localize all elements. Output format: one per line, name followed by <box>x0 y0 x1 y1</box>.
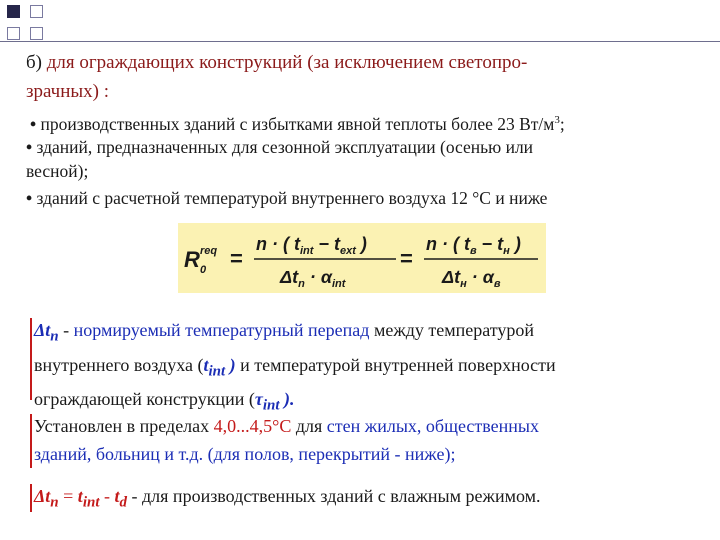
red-margin-line <box>30 318 32 400</box>
bullet-item <box>26 186 547 210</box>
paren: ). <box>279 389 295 410</box>
equals: = <box>58 486 78 506</box>
formula-box <box>178 223 546 293</box>
bullet-marker: • <box>26 188 33 208</box>
header-divider <box>0 41 720 42</box>
formula-svg <box>178 223 546 293</box>
bullet-marker: • <box>30 113 37 134</box>
text: для <box>291 416 327 436</box>
minus: - <box>99 486 115 506</box>
formula-eq: = <box>400 246 413 271</box>
formula-num1: n · ( $t_{int} - t_{ext}$ ) <box>256 234 367 257</box>
dash: - <box>58 320 74 340</box>
formula-eq: = <box>230 246 243 271</box>
formula-lhs: R <box>184 247 200 272</box>
bullet-text: зданий, предназначенных для сезонной эксплуатации (осенью или <box>36 137 534 157</box>
text: внутреннего воздуха ( <box>34 354 204 375</box>
bullet-item <box>30 108 565 136</box>
t-d-symbol: $t_d$ <box>114 486 128 511</box>
bullet-marker: • <box>26 137 33 157</box>
text: и температурой внутренней поверхности <box>235 354 556 375</box>
decor-square <box>30 27 43 40</box>
equation-paragraph <box>34 482 694 517</box>
text: - для производственных зданий с влажным режимом. <box>127 486 541 506</box>
bullet-sup: 3 <box>554 114 560 126</box>
heading-line1: для ограждающих конструкций (за исключением светопро- <box>46 52 528 73</box>
bullet-text-cont: весной); <box>26 161 89 181</box>
formula-num2: n · ( $t_в - t_н$ ) <box>426 234 521 257</box>
text: ограждающей конструкции ( <box>34 389 255 410</box>
delta-t-symbol: $\Delta t_n$ <box>34 486 59 511</box>
bullet-item <box>26 135 533 183</box>
bullet-tail: ; <box>559 113 565 134</box>
heading-lead: б) <box>26 52 42 73</box>
definition-paragraph <box>34 316 694 420</box>
paren: ) <box>225 354 236 375</box>
tau-int-symbol: $\tau_{int}$ <box>254 389 280 414</box>
text: между температурой <box>369 320 535 340</box>
formula-lhs-sub: 0 <box>200 264 207 276</box>
delta-t-symbol: $\Delta t_n$ <box>34 320 59 345</box>
formula-den1: $\Delta t_n \cdot \alpha_{int}$ <box>280 267 346 290</box>
highlight-term: зданий, больниц и т.д. (для полов, перекрытий - ниже); <box>34 444 456 464</box>
decor-square <box>7 5 20 18</box>
text: Установлен в пределах <box>34 416 214 436</box>
bullet-text: зданий с расчетной температурой внутреннего воздуха 12 °С и ниже <box>36 188 548 208</box>
range-value: 4,0...4,5°С <box>213 416 292 436</box>
heading-line2: зрачных) : <box>26 81 110 102</box>
highlight-term: нормируемый температурный перепад <box>73 320 370 340</box>
t-int-symbol: $t_{int}$ <box>203 354 226 380</box>
range-paragraph <box>34 412 694 468</box>
bullet-text: производственных зданий с избытками явной теплоты более 23 Вт/м <box>40 113 555 134</box>
red-margin-line <box>30 414 32 468</box>
formula-den2: $\Delta t_н \cdot \alpha_в$ <box>442 267 501 290</box>
section-heading <box>26 48 706 106</box>
decor-square <box>7 27 20 40</box>
highlight-term: стен жилых, общественных <box>326 416 539 436</box>
red-margin-line <box>30 484 32 512</box>
t-int-symbol: $t_{int}$ <box>77 486 100 511</box>
formula-lhs-sup: req <box>200 245 218 257</box>
decor-square <box>30 5 43 18</box>
